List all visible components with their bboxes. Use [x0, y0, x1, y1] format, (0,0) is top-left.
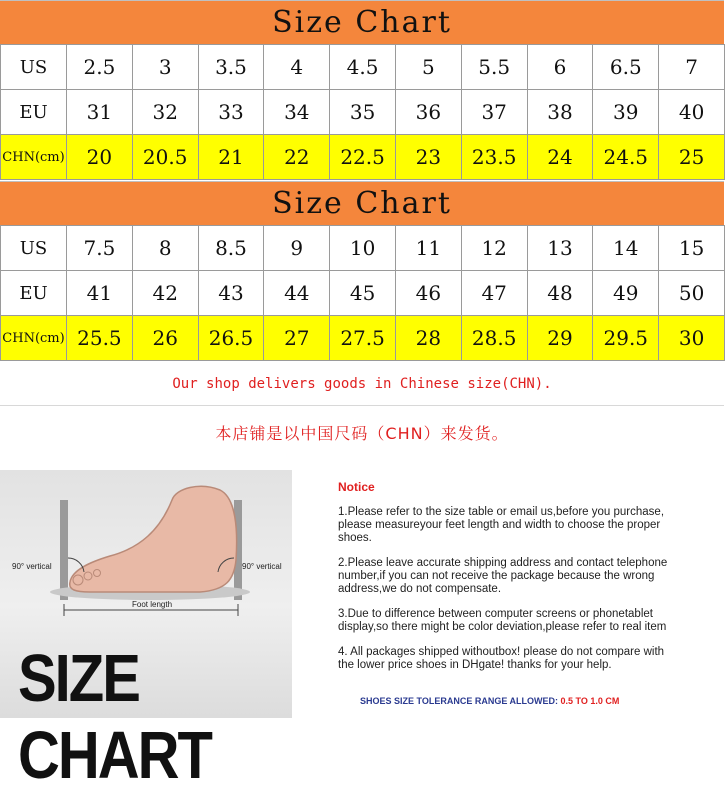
size-cell: 2.5 — [67, 45, 133, 90]
size-cell: 39 — [593, 90, 659, 135]
size-chart-2 — [0, 181, 724, 361]
size-row-chncm — [1, 316, 725, 361]
notice-title: Notice — [338, 480, 375, 494]
size-cell: 3 — [132, 45, 198, 90]
size-cell: 27.5 — [330, 316, 396, 361]
size-cell: 4.5 — [330, 45, 396, 90]
size-cell: 4 — [264, 45, 330, 90]
size-cell: 24 — [527, 135, 593, 180]
notice-item: 2.Please leave accurate shipping address and contact telephone number,if you can not receive the package because the wrong address,we do not compensate. — [338, 557, 668, 595]
size-cell: 7.5 — [67, 226, 133, 271]
foot-illustration — [0, 470, 292, 630]
size-cell: 5.5 — [461, 45, 527, 90]
size-tolerance-note — [360, 696, 619, 706]
size-cell: 5 — [395, 45, 461, 90]
size-cell: 46 — [395, 271, 461, 316]
size-cell: 22 — [264, 135, 330, 180]
size-cell: 50 — [659, 271, 725, 316]
notice-item: 1.Please refer to the size table or email us,before you purchase, please measureyour feet length and width to choose the proper shoes. — [338, 506, 665, 544]
size-chart-logo: SIZE CHART — [18, 641, 211, 793]
row-label: EU — [1, 271, 67, 316]
size-row-us — [1, 45, 725, 90]
size-chart-1-table — [0, 44, 725, 180]
size-cell: 25.5 — [67, 316, 133, 361]
size-cell: 33 — [198, 90, 264, 135]
size-cell: 8 — [132, 226, 198, 271]
shipping-note-english: Our shop delivers goods in Chinese size(CHN). — [0, 362, 724, 406]
size-cell: 26.5 — [198, 316, 264, 361]
size-cell: 11 — [395, 226, 461, 271]
size-chart-2-title: Size Chart — [0, 181, 724, 225]
size-cell: 22.5 — [330, 135, 396, 180]
size-chart-2-table — [0, 225, 725, 361]
foot-measurement-diagram — [0, 470, 292, 793]
size-row-eu — [1, 271, 725, 316]
size-cell: 40 — [659, 90, 725, 135]
size-cell: 14 — [593, 226, 659, 271]
size-cell: 38 — [527, 90, 593, 135]
row-label: CHN(cm) — [1, 135, 67, 180]
size-row-eu — [1, 90, 725, 135]
size-cell: 44 — [264, 271, 330, 316]
size-row-chncm — [1, 135, 725, 180]
row-label: US — [1, 45, 67, 90]
row-label: US — [1, 226, 67, 271]
size-cell: 41 — [67, 271, 133, 316]
size-cell: 32 — [132, 90, 198, 135]
size-cell: 26 — [132, 316, 198, 361]
size-cell: 25 — [659, 135, 725, 180]
size-cell: 8.5 — [198, 226, 264, 271]
size-cell: 12 — [461, 226, 527, 271]
size-cell: 37 — [461, 90, 527, 135]
foot-length-label: Foot length — [132, 600, 173, 609]
size-cell: 15 — [659, 226, 725, 271]
size-cell: 27 — [264, 316, 330, 361]
size-chart-1 — [0, 0, 724, 180]
vertical-label-right: 90° vertical — [242, 562, 282, 571]
size-cell: 30 — [659, 316, 725, 361]
size-cell: 48 — [527, 271, 593, 316]
notice-item: 4. All packages shipped withoutbox! please do not compare with the lower price shoes in DHgate! thanks for your help. — [338, 646, 665, 671]
size-cell: 6 — [527, 45, 593, 90]
size-cell: 20.5 — [132, 135, 198, 180]
size-cell: 47 — [461, 271, 527, 316]
size-cell: 28 — [395, 316, 461, 361]
size-cell: 34 — [264, 90, 330, 135]
size-cell: 31 — [67, 90, 133, 135]
size-cell: 13 — [527, 226, 593, 271]
size-cell: 21 — [198, 135, 264, 180]
vertical-label-left: 90° vertical — [12, 562, 52, 571]
size-cell: 23.5 — [461, 135, 527, 180]
tolerance-range: 0.5 TO 1.0 CM — [560, 696, 620, 706]
left-board — [60, 500, 68, 600]
notice-panel — [338, 480, 718, 672]
shipping-note-chinese: 本店铺是以中国尺码（CHN）来发货。 — [215, 423, 509, 443]
size-chart-1-title: Size Chart — [0, 0, 724, 44]
size-cell: 29 — [527, 316, 593, 361]
size-cell: 20 — [67, 135, 133, 180]
size-cell: 10 — [330, 226, 396, 271]
size-cell: 49 — [593, 271, 659, 316]
row-label: CHN(cm) — [1, 316, 67, 361]
size-row-us — [1, 226, 725, 271]
size-cell: 3.5 — [198, 45, 264, 90]
size-cell: 9 — [264, 226, 330, 271]
row-label: EU — [1, 90, 67, 135]
size-cell: 45 — [330, 271, 396, 316]
notice-item: 3.Due to difference between computer screens or phonetablet display,so there might be color deviation,please refer to real item — [338, 608, 667, 633]
size-cell: 23 — [395, 135, 461, 180]
size-cell: 7 — [659, 45, 725, 90]
size-cell: 36 — [395, 90, 461, 135]
size-cell: 42 — [132, 271, 198, 316]
size-cell: 28.5 — [461, 316, 527, 361]
size-cell: 24.5 — [593, 135, 659, 180]
size-cell: 29.5 — [593, 316, 659, 361]
tolerance-label: SHOES SIZE TOLERANCE RANGE ALLOWED: — [360, 696, 559, 706]
size-cell: 6.5 — [593, 45, 659, 90]
size-cell: 35 — [330, 90, 396, 135]
size-cell: 43 — [198, 271, 264, 316]
size-guide-banner — [0, 470, 724, 793]
